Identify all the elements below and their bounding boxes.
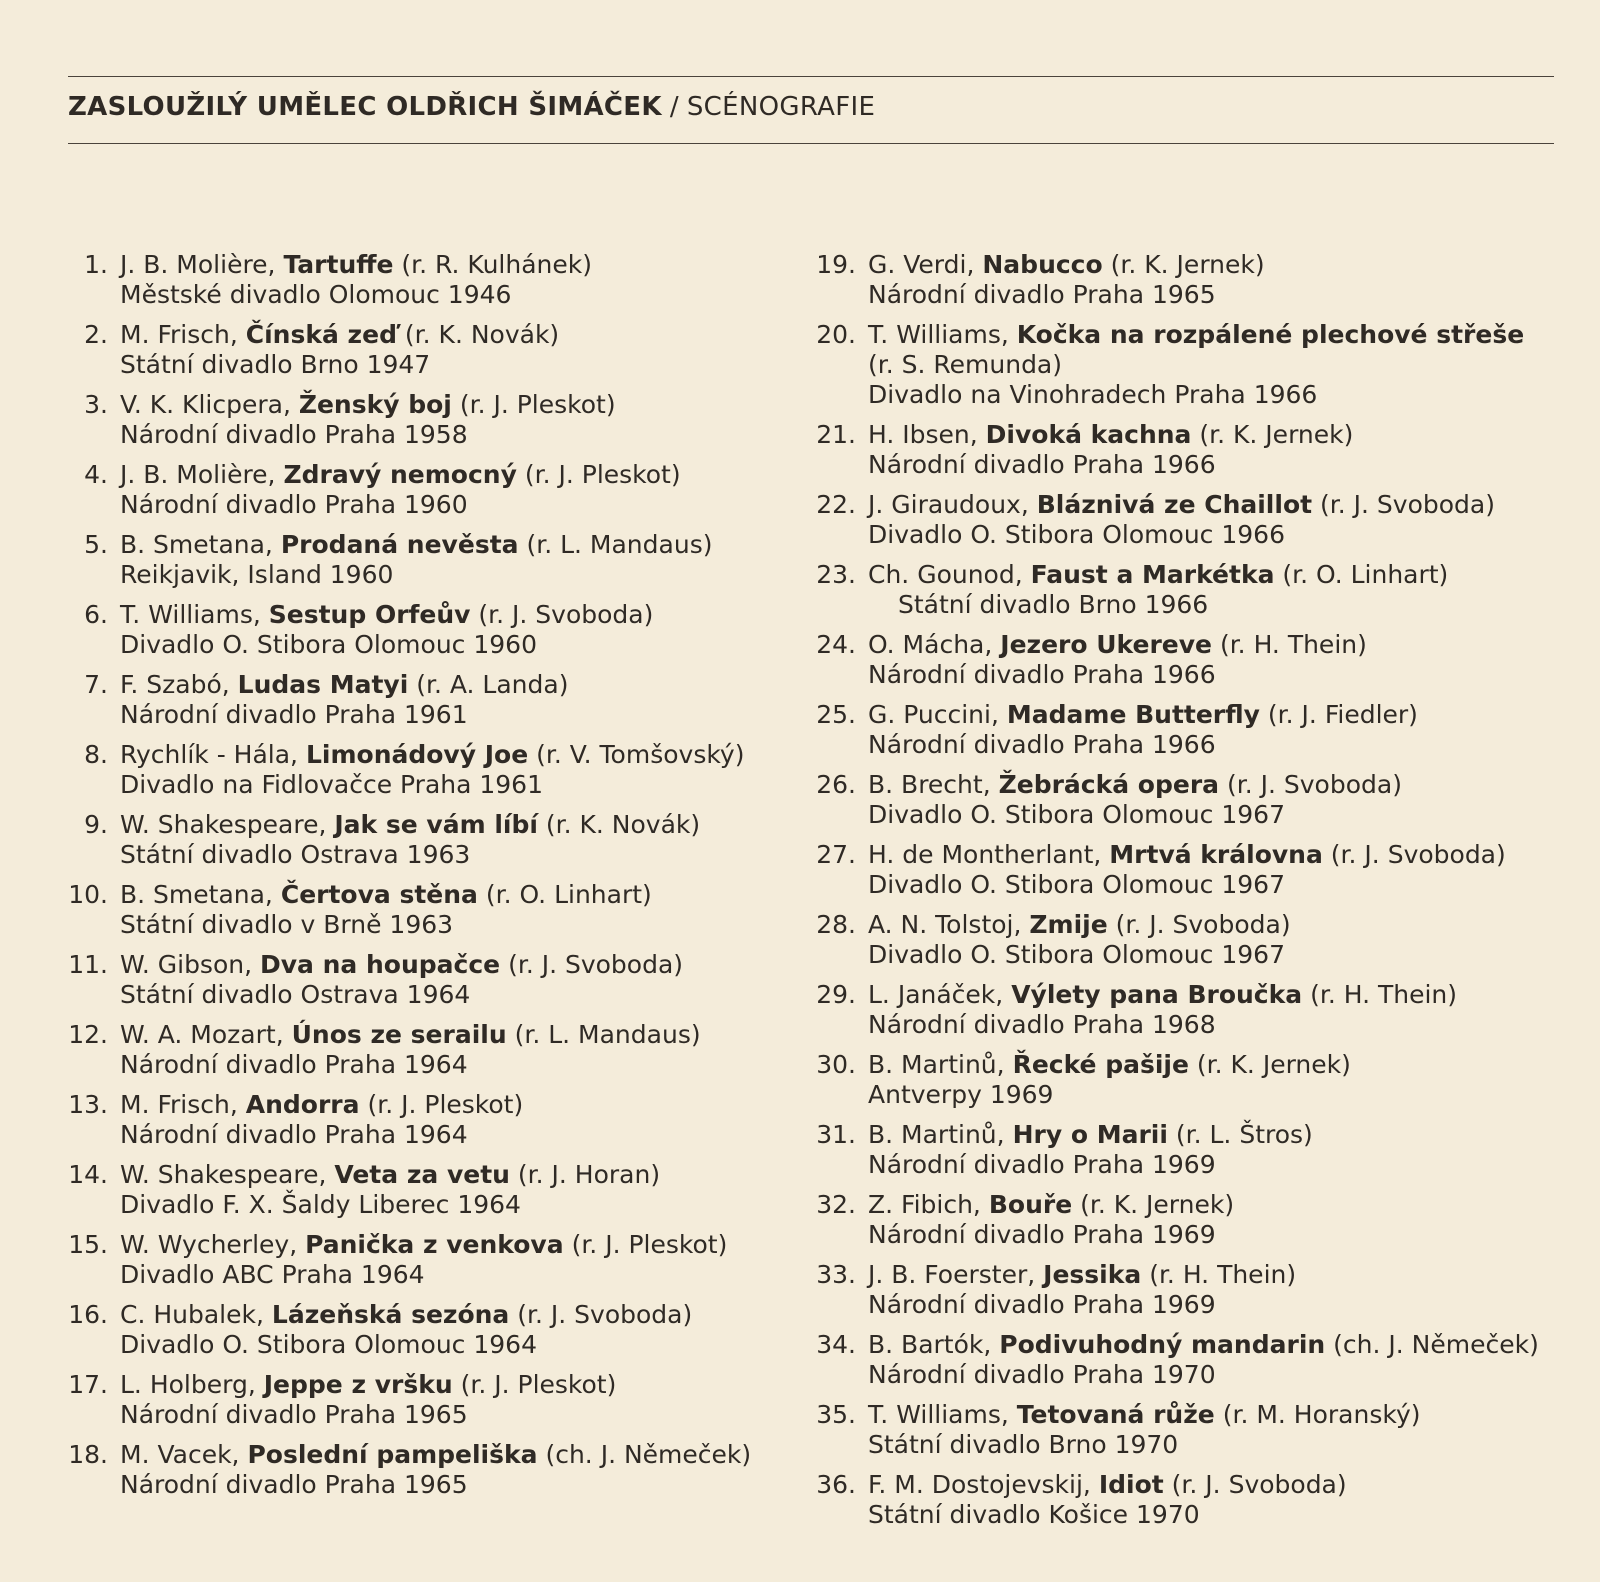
entry-director: (r. M. Horanský) [1222, 1400, 1421, 1429]
entry-title: Divoká kachna [985, 420, 1192, 449]
list-item [62, 740, 822, 800]
entry-number: 11. [68, 950, 108, 979]
entry-author: O. Mácha, [868, 630, 993, 659]
entry-main-line [868, 320, 1570, 350]
entry-director: (r. J. Pleskot) [367, 1090, 524, 1119]
entry-title: Zmije [1029, 910, 1108, 939]
entry-director: (r. K. Jernek) [1199, 420, 1354, 449]
entry-main-line [868, 840, 1570, 870]
entry-number: 19. [816, 250, 856, 279]
entry-title: Ženský boj [298, 390, 452, 419]
entry-main-line [868, 770, 1570, 800]
entry-venue: Divadlo na Vinohradech Praha 1966 [868, 380, 1318, 409]
entry-venue: Národní divadlo Praha 1958 [120, 420, 468, 449]
entry-title: Idiot [1098, 1470, 1164, 1499]
entry-venue: Národní divadlo Praha 1961 [120, 700, 468, 729]
entry-venue: Divadlo ABC Praha 1964 [120, 1260, 425, 1289]
entry-director: (r. R. Kulhánek) [401, 250, 592, 279]
entry-title: Čínská zeď [245, 320, 397, 349]
entry-title: Podivuhodný mandarin [999, 1330, 1326, 1359]
entry-director: (r. V. Tomšovský) [536, 740, 745, 769]
entry-director: (r. K. Jernek) [1196, 1050, 1351, 1079]
entry-number: 36. [816, 1470, 856, 1499]
entry-title: Panička z venkova [305, 1230, 564, 1259]
list-item [62, 1440, 822, 1500]
entry-number: 20. [816, 320, 856, 349]
entry-number: 33. [816, 1260, 856, 1289]
entry-main-line [868, 1470, 1570, 1500]
entry-venue: Státní divadlo Brno 1966 [898, 590, 1209, 619]
list-item [62, 460, 822, 520]
entry-author: L. Janáček, [868, 980, 1004, 1009]
entry-director: (r. J. Pleskot) [460, 1370, 617, 1399]
entry-number: 3. [84, 390, 108, 419]
entry-number: 9. [84, 810, 108, 839]
entry-main-line [120, 1020, 822, 1050]
list-item [810, 1400, 1570, 1460]
entry-number: 22. [816, 490, 856, 519]
entry-main-line [120, 530, 822, 560]
entry-venue: Národní divadlo Praha 1966 [868, 660, 1216, 689]
entry-main-line [120, 880, 822, 910]
entry-number: 32. [816, 1190, 856, 1219]
list-item [62, 250, 822, 310]
entry-author: W. Shakespeare, [120, 1160, 327, 1189]
entry-venue: Státní divadlo Ostrava 1963 [120, 840, 471, 869]
list-item [810, 1050, 1570, 1110]
entry-author: M. Frisch, [120, 1090, 238, 1119]
list-item [62, 1230, 822, 1290]
entry-venue: Divadlo O. Stibora Olomouc 1967 [868, 870, 1285, 899]
entry-number: 25. [816, 700, 856, 729]
entry-main-line [120, 320, 822, 350]
entry-venue: Národní divadlo Praha 1966 [868, 730, 1216, 759]
entry-director: (r. H. Thein) [1219, 630, 1367, 659]
entry-title: Jessika [1043, 1260, 1142, 1289]
entry-director: (r. J. Svoboda) [478, 600, 654, 629]
entry-title: Tetovaná růže [1016, 1400, 1215, 1429]
entry-venue: Národní divadlo Praha 1969 [868, 1150, 1216, 1179]
entry-number: 26. [816, 770, 856, 799]
entry-director: (r. L. Štros) [1175, 1120, 1313, 1149]
list-item [62, 1090, 822, 1150]
entry-title: Mrtvá královna [1109, 840, 1323, 869]
header-name: ZASLOUŽILÝ UMĚLEC OLDŘICH ŠIMÁČEK [68, 92, 662, 122]
entry-title: Bouře [988, 1190, 1073, 1219]
entry-author: W. Gibson, [120, 950, 253, 979]
entry-main-line [120, 740, 822, 770]
top-rule [68, 76, 1554, 77]
entry-venue: Divadlo O. Stibora Olomouc 1966 [868, 520, 1285, 549]
entry-number: 16. [68, 1300, 108, 1329]
entry-author: A. N. Tolstoj, [868, 910, 1022, 939]
entry-number: 12. [68, 1020, 108, 1049]
entry-number: 6. [84, 600, 108, 629]
entry-author: Ch. Gounod, [868, 560, 1023, 589]
entry-number: 10. [68, 880, 108, 909]
entry-venue: Divadlo O. Stibora Olomouc 1964 [120, 1330, 537, 1359]
entry-author: B. Brecht, [868, 770, 991, 799]
entry-venue: Státní divadlo Brno 1947 [120, 350, 431, 379]
entry-number: 4. [84, 460, 108, 489]
entry-author: F. Szabó, [120, 670, 230, 699]
entry-author: M. Frisch, [120, 320, 238, 349]
entry-main-line [120, 670, 822, 700]
list-item [810, 770, 1570, 830]
entry-director: (r. J. Pleskot) [459, 390, 616, 419]
entry-title: Nabucco [982, 250, 1103, 279]
entry-director: (r. K. Novák) [545, 810, 701, 839]
entry-number: 34. [816, 1330, 856, 1359]
list-item [810, 910, 1570, 970]
entry-author: Rychlík - Hála, [120, 740, 299, 769]
entry-main-line [868, 560, 1570, 590]
list-item [810, 1190, 1570, 1250]
entry-title: Lázeňská sezóna [271, 1300, 510, 1329]
entry-director: (r. J. Horan) [517, 1160, 661, 1189]
list-item [62, 320, 822, 380]
entry-title: Únos ze serailu [291, 1020, 507, 1049]
entry-main-line [120, 1230, 822, 1260]
entry-title: Veta za vetu [334, 1160, 510, 1189]
entry-main-line [120, 1090, 822, 1120]
entry-title: Jak se vám líbí [334, 810, 538, 839]
entry-author: J. Giraudoux, [868, 490, 1029, 519]
entry-main-line [868, 490, 1570, 520]
entry-author: M. Vacek, [120, 1440, 240, 1469]
entry-main-line [120, 1370, 822, 1400]
list-item [62, 1300, 822, 1360]
entry-venue: Divadlo F. X. Šaldy Liberec 1964 [120, 1190, 521, 1219]
entry-number: 2. [84, 320, 108, 349]
list-item [62, 950, 822, 1010]
entry-title: Sestup Orfeův [268, 600, 471, 629]
entry-main-line [868, 1050, 1570, 1080]
entry-venue: Národní divadlo Praha 1969 [868, 1290, 1216, 1319]
entry-director: (r. J. Svoboda) [1227, 770, 1402, 799]
entry-venue: Národní divadlo Praha 1965 [120, 1400, 468, 1429]
bottom-rule [68, 143, 1554, 144]
entry-number: 8. [84, 740, 108, 769]
entry-author: F. M. Dostojevskij, [868, 1470, 1091, 1499]
entry-author: B. Smetana, [120, 530, 273, 559]
entry-title: Jeppe z vršku [263, 1370, 453, 1399]
entry-main-line [868, 1190, 1570, 1220]
entry-director: (r. K. Novák) [404, 320, 560, 349]
entry-director: (r. H. Thein) [1149, 1260, 1297, 1289]
entry-venue: Národní divadlo Praha 1966 [868, 450, 1216, 479]
entry-title: Tartuffe [283, 250, 394, 279]
entry-director: (ch. J. Němeček) [1333, 1330, 1539, 1359]
list-item [62, 1160, 822, 1220]
entry-author: B. Martinů, [868, 1050, 1005, 1079]
entry-main-line [120, 390, 822, 420]
entry-author: T. Williams, [868, 1400, 1009, 1429]
entry-venue: Národní divadlo Praha 1965 [120, 1470, 468, 1499]
entry-number: 14. [68, 1160, 108, 1189]
entry-director: (r. J. Svoboda) [508, 950, 684, 979]
entry-title: Andorra [245, 1090, 360, 1119]
entry-director: (r. O. Linhart) [1282, 560, 1449, 589]
list-item [810, 1470, 1570, 1530]
entry-main-line [120, 810, 822, 840]
entry-venue: Národní divadlo Praha 1964 [120, 1050, 468, 1079]
entry-author: H. de Montherlant, [868, 840, 1102, 869]
list-item [62, 880, 822, 940]
entry-venue: Státní divadlo Košice 1970 [868, 1500, 1200, 1529]
entry-director: (r. J. Svoboda) [1330, 840, 1506, 869]
entry-number: 21. [816, 420, 856, 449]
list-item [810, 320, 1570, 410]
entry-director: (r. J. Pleskot) [571, 1230, 728, 1259]
entry-venue: Národní divadlo Praha 1969 [868, 1220, 1216, 1249]
list-item [810, 840, 1570, 900]
entry-main-line [120, 250, 822, 280]
entry-main-line [120, 1440, 822, 1470]
entry-author: G. Verdi, [868, 250, 975, 279]
entry-director: (r. A. Landa) [416, 670, 569, 699]
entry-main-line [868, 700, 1570, 730]
list-item [62, 670, 822, 730]
entry-author: C. Hubalek, [120, 1300, 264, 1329]
list-item [810, 420, 1570, 480]
entry-venue: Antverpy 1969 [868, 1080, 1054, 1109]
entry-director: (r. O. Linhart) [485, 880, 652, 909]
entry-title: Limonádový Joe [305, 740, 529, 769]
entry-title: Jezero Ukereve [1000, 630, 1212, 659]
entry-number: 28. [816, 910, 856, 939]
entry-director: (ch. J. Němeček) [545, 1440, 752, 1469]
entry-number: 29. [816, 980, 856, 1009]
list-item [62, 600, 822, 660]
entry-main-line [868, 420, 1570, 450]
entry-title: Hry o Marii [1012, 1120, 1168, 1149]
list-item [62, 390, 822, 450]
entry-title: Zdravý nemocný [283, 460, 517, 489]
entry-author: H. Ibsen, [868, 420, 978, 449]
entry-director: (r. J. Svoboda) [1171, 1470, 1347, 1499]
entry-author: J. B. Foerster, [868, 1260, 1036, 1289]
list-item [62, 1370, 822, 1430]
entry-author: Z. Fibich, [868, 1190, 981, 1219]
list-item [810, 1330, 1570, 1390]
entry-venue: Národní divadlo Praha 1968 [868, 1010, 1216, 1039]
entry-title: Čertova stěna [280, 880, 478, 909]
entry-main-line [868, 1330, 1570, 1360]
entry-author: T. Williams, [868, 320, 1009, 349]
list-item [810, 250, 1570, 310]
entry-venue: Národní divadlo Praha 1965 [868, 280, 1216, 309]
list-item [62, 1020, 822, 1080]
entry-author: G. Puccini, [868, 700, 999, 729]
entry-venue: Národní divadlo Praha 1960 [120, 490, 468, 519]
entry-number: 13. [68, 1090, 108, 1119]
list-item [810, 630, 1570, 690]
entry-author: B. Bartók, [868, 1330, 992, 1359]
entry-main-line [868, 250, 1570, 280]
entry-director: (r. J. Svoboda) [517, 1300, 693, 1329]
entry-main-line [120, 460, 822, 490]
entry-main-line [868, 1400, 1570, 1430]
entry-number: 15. [68, 1230, 108, 1259]
entry-venue: Národní divadlo Praha 1970 [868, 1360, 1216, 1389]
entry-number: 7. [84, 670, 108, 699]
entry-venue: Divadlo O. Stibora Olomouc 1960 [120, 630, 537, 659]
entry-number: 35. [816, 1400, 856, 1429]
entry-number: 30. [816, 1050, 856, 1079]
entry-venue: Státní divadlo v Brně 1963 [120, 910, 454, 939]
entry-main-line [868, 910, 1570, 940]
entry-number: 27. [816, 840, 856, 869]
entry-main-line [868, 1260, 1570, 1290]
entry-title: Dva na houpačce [260, 950, 501, 979]
left-column [62, 250, 822, 1510]
entry-venue: Národní divadlo Praha 1964 [120, 1120, 468, 1149]
list-item [810, 490, 1570, 550]
entry-director: (r. J. Pleskot) [524, 460, 681, 489]
entry-title: Kočka na rozpálené plechové střeše [1016, 320, 1525, 349]
entry-number: 1. [84, 250, 108, 279]
entry-director: (r. K. Jernek) [1080, 1190, 1235, 1219]
entry-director: (r. S. Remunda) [868, 350, 1063, 379]
entry-venue: Divadlo O. Stibora Olomouc 1967 [868, 940, 1285, 969]
list-item [810, 560, 1570, 620]
entry-director: (r. H. Thein) [1310, 980, 1458, 1009]
right-column [810, 250, 1570, 1540]
entry-author: B. Martinů, [868, 1120, 1005, 1149]
entry-author: T. Williams, [120, 600, 261, 629]
list-item [810, 700, 1570, 760]
entry-author: W. Shakespeare, [120, 810, 327, 839]
list-item [810, 1120, 1570, 1180]
entry-number: 23. [816, 560, 856, 589]
page-header [68, 92, 875, 122]
entry-main-line [868, 1120, 1570, 1150]
list-item [810, 980, 1570, 1040]
entry-number: 18. [68, 1440, 108, 1469]
entry-title: Madame Butterfly [1006, 700, 1260, 729]
entry-title: Žebrácká opera [998, 770, 1220, 799]
entry-director: (r. L. Mandaus) [514, 1020, 701, 1049]
entry-venue: Divadlo O. Stibora Olomouc 1967 [868, 800, 1285, 829]
list-item [810, 1260, 1570, 1320]
entry-director: (r. J. Svoboda) [1115, 910, 1291, 939]
entry-venue: Státní divadlo Brno 1970 [868, 1430, 1179, 1459]
entry-title: Faust a Markétka [1030, 560, 1275, 589]
entry-director: (r. L. Mandaus) [526, 530, 713, 559]
entry-author: B. Smetana, [120, 880, 273, 909]
entry-title: Ludas Matyi [237, 670, 409, 699]
entry-author: W. Wycherley, [120, 1230, 298, 1259]
entry-title: Bláznivá ze Chaillot [1036, 490, 1313, 519]
entry-title: Prodaná nevěsta [280, 530, 519, 559]
entry-main-line [120, 1160, 822, 1190]
entry-venue: Reikjavik, Island 1960 [120, 560, 394, 589]
entry-main-line [120, 950, 822, 980]
entry-main-line [120, 600, 822, 630]
entry-author: V. K. Klicpera, [120, 390, 291, 419]
entry-main-line [868, 980, 1570, 1010]
entry-director: (r. K. Jernek) [1110, 250, 1265, 279]
header-subtitle: SCÉNOGRAFIE [686, 92, 876, 122]
list-item [62, 810, 822, 870]
entry-title: Výlety pana Broučka [1011, 980, 1303, 1009]
entry-director: (r. J. Svoboda) [1320, 490, 1495, 519]
entry-author: L. Holberg, [120, 1370, 256, 1399]
list-item [62, 530, 822, 590]
entry-venue: Městské divadlo Olomouc 1946 [120, 280, 512, 309]
entry-title: Poslední pampeliška [247, 1440, 538, 1469]
entry-author: W. A. Mozart, [120, 1020, 284, 1049]
entry-main-line [120, 1300, 822, 1330]
entry-venue: Divadlo na Fidlovačce Praha 1961 [120, 770, 543, 799]
header-separator: / [669, 92, 679, 122]
entry-title: Řecké pašije [1012, 1050, 1189, 1079]
entry-author: J. B. Molière, [120, 250, 276, 279]
entry-number: 5. [84, 530, 108, 559]
entry-number: 17. [68, 1370, 108, 1399]
entry-director: (r. J. Fiedler) [1267, 700, 1418, 729]
entry-venue: Státní divadlo Ostrava 1964 [120, 980, 471, 1009]
entry-number: 24. [816, 630, 856, 659]
entry-main-line [868, 630, 1570, 660]
entry-author: J. B. Molière, [120, 460, 276, 489]
entry-number: 31. [816, 1120, 856, 1149]
